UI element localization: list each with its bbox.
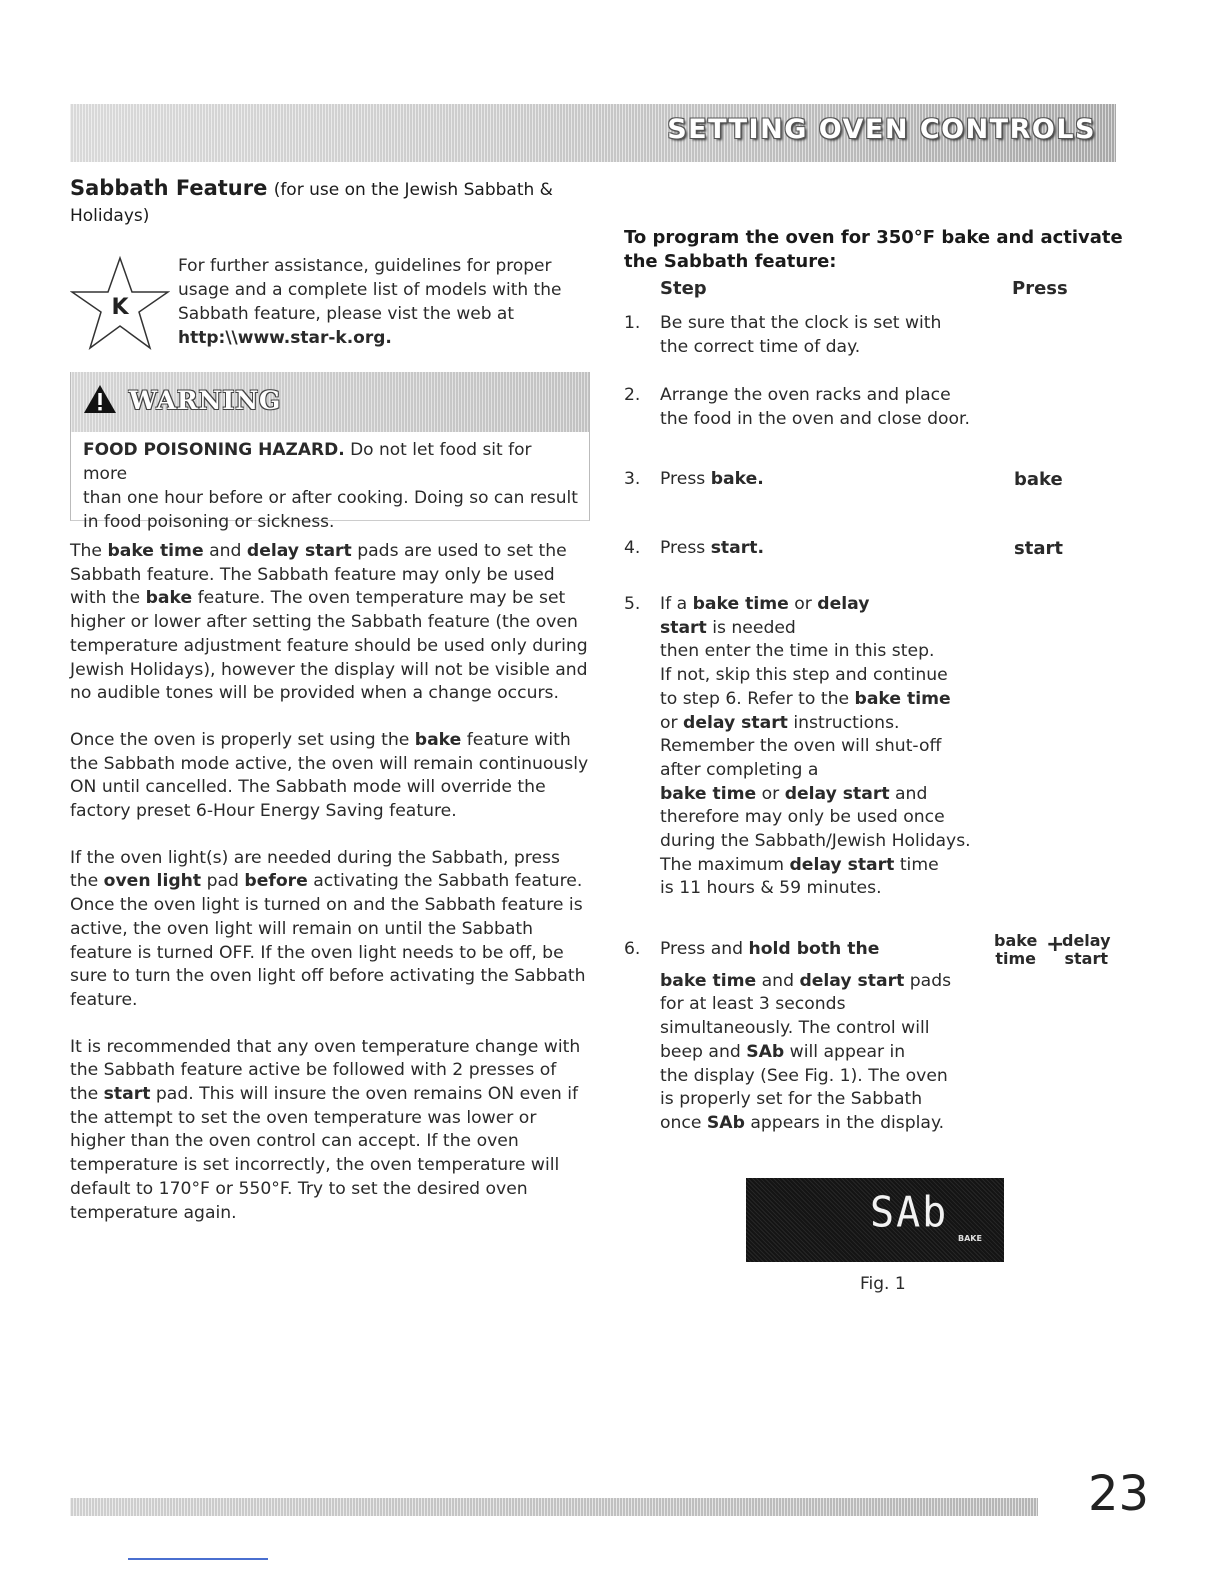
star-k-line: usage and a complete list of models with the bbox=[178, 280, 562, 300]
bold-term: bake bbox=[414, 729, 462, 750]
text-run: instructions. bbox=[787, 712, 900, 733]
text-run: the bbox=[70, 1084, 104, 1105]
step-text bbox=[660, 468, 980, 492]
text-run: or bbox=[660, 712, 684, 733]
delay-start-pad-label bbox=[1062, 932, 1111, 968]
warning-triangle-icon bbox=[83, 384, 117, 414]
bold-term: delay start bbox=[246, 541, 352, 561]
step-text bbox=[660, 938, 980, 1136]
text-run: after completing a bbox=[660, 759, 819, 780]
bold-term: bake time bbox=[854, 688, 951, 709]
bold-term: delay start bbox=[683, 712, 788, 733]
program-title: To program the oven for 350°F bake and activate the Sabbath feature: bbox=[624, 227, 1123, 272]
text-run: pad. This will insure the oven remains ON even if bbox=[150, 1084, 579, 1105]
text-run: the bbox=[70, 871, 104, 892]
text-run: The bbox=[70, 541, 108, 561]
text-run: factory preset 6-Hour Energy Saving feature. bbox=[70, 801, 457, 822]
text-run: the Sabbath mode active, the oven will remain continuously bbox=[70, 753, 589, 774]
text-run: Arrange the oven racks and place bbox=[660, 385, 951, 405]
column-headers bbox=[624, 278, 1124, 308]
star-k-block bbox=[70, 254, 590, 364]
bold-term: start bbox=[660, 617, 707, 638]
text-run: higher or lower after setting the Sabbath feature (the oven bbox=[70, 612, 578, 633]
text-run: once bbox=[660, 1112, 707, 1133]
text-run: no audible tones will be provided when a change occurs. bbox=[70, 683, 559, 704]
text-run: Once the oven light is turned on and the Sabbath feature is bbox=[70, 895, 583, 916]
text-run: Remember the oven will shut-off bbox=[660, 736, 942, 757]
text-run: feature with bbox=[461, 729, 571, 750]
bold-term: delay start bbox=[784, 783, 890, 804]
bold-term: start bbox=[103, 1084, 151, 1105]
warning-line: than one hour before or after cooking. Doing so can result bbox=[83, 488, 578, 508]
text-run: default to 170°F or 550°F. Try to set the desired oven bbox=[70, 1178, 528, 1199]
text-run: or bbox=[756, 783, 785, 804]
bold-term: SAb bbox=[706, 1112, 745, 1133]
text-run: pads are used to set the bbox=[351, 541, 567, 561]
header-band bbox=[70, 104, 1116, 162]
text-run: the correct time of day. bbox=[660, 336, 861, 357]
start-pad-label: start bbox=[1014, 538, 1063, 559]
warning-label: WARNING bbox=[129, 386, 282, 415]
step-number: 6. bbox=[624, 939, 641, 959]
warning-line: Do not let food sit for more bbox=[83, 440, 532, 484]
text-run: then enter the time in this step. bbox=[660, 641, 935, 662]
star-k-logo-icon bbox=[70, 254, 170, 354]
page-number: 23 bbox=[1088, 1466, 1150, 1522]
text-run: Be sure that the clock is set with bbox=[660, 313, 942, 333]
text-run: and bbox=[756, 970, 800, 991]
text-run: sure to turn the oven light off before activating the Sabbath bbox=[70, 966, 586, 987]
bold-term: bake time bbox=[660, 970, 757, 991]
body-paragraph bbox=[70, 540, 590, 706]
combo-word: bake bbox=[994, 931, 1038, 950]
footer-rule bbox=[128, 1558, 268, 1560]
text-run: the attempt to set the oven temperature was lower or bbox=[70, 1107, 537, 1128]
text-run: the food in the oven and close door. bbox=[660, 408, 970, 429]
bold-term: SAb bbox=[746, 1041, 785, 1062]
text-run: is properly set for the Sabbath bbox=[660, 1089, 923, 1110]
text-run: Once the oven is properly set using the bbox=[70, 729, 415, 750]
text-run: for at least 3 seconds bbox=[660, 994, 846, 1015]
bold-term: hold both the bbox=[748, 939, 880, 959]
bold-term: bake. bbox=[710, 469, 764, 489]
sabbath-section bbox=[70, 176, 590, 364]
text-run: active, the oven light will remain on until the Sabbath bbox=[70, 918, 534, 939]
warning-header bbox=[71, 372, 589, 432]
combo-word: time bbox=[995, 949, 1036, 968]
text-run: If not, skip this step and continue bbox=[660, 665, 948, 686]
text-run: and bbox=[203, 541, 247, 561]
text-run: activating the Sabbath feature. bbox=[307, 871, 583, 892]
star-k-line: For further assistance, guidelines for proper bbox=[178, 256, 552, 276]
sabbath-title-rest: (for use on the Jewish Sabbath & Holidays) bbox=[70, 180, 553, 226]
display-readout: SAb bbox=[870, 1188, 949, 1238]
text-run: feature. The oven temperature may be set bbox=[192, 588, 566, 609]
step-number: 4. bbox=[624, 538, 641, 558]
bold-term: start. bbox=[710, 538, 764, 558]
footer-band bbox=[70, 1498, 1038, 1516]
warning-box bbox=[70, 372, 590, 532]
text-run: temperature again. bbox=[70, 1202, 237, 1223]
text-run: time bbox=[894, 854, 939, 875]
figure-caption: Fig. 1 bbox=[860, 1274, 906, 1294]
text-run: pad bbox=[201, 871, 245, 892]
warning-body bbox=[71, 432, 589, 534]
text-run: temperature adjustment feature should be used only during bbox=[70, 635, 588, 656]
bold-term: delay start bbox=[799, 970, 905, 991]
step-text bbox=[660, 593, 980, 901]
star-k-text bbox=[178, 254, 588, 350]
bold-term: bake bbox=[145, 588, 193, 609]
text-run: Press bbox=[660, 538, 711, 558]
text-run: Jewish Holidays), however the display will not be visible and bbox=[70, 659, 588, 680]
plus-icon: + bbox=[1046, 932, 1065, 957]
step-text bbox=[660, 384, 1000, 431]
text-run: is 11 hours & 59 minutes. bbox=[660, 878, 882, 899]
text-run: to step 6. Refer to the bbox=[660, 688, 855, 709]
text-run: feature is turned OFF. If the oven light needs to be off, be bbox=[70, 942, 564, 963]
program-section bbox=[624, 226, 1124, 308]
bake-time-pad-label bbox=[994, 932, 1037, 968]
text-run: during the Sabbath/Jewish Holidays. bbox=[660, 831, 971, 852]
text-run: Sabbath feature. The Sabbath feature may only be used bbox=[70, 564, 555, 585]
press-column-header: Press bbox=[1012, 278, 1068, 299]
combo-word: delay bbox=[1062, 931, 1111, 950]
text-run: temperature is set incorrectly, the oven temperature will bbox=[70, 1155, 560, 1176]
text-run: feature. bbox=[70, 989, 138, 1010]
text-run: with the bbox=[70, 588, 146, 609]
text-run: beep and bbox=[660, 1041, 747, 1062]
text-run: ON until cancelled. The Sabbath mode will override the bbox=[70, 777, 546, 798]
bake-time-plus-delay-start bbox=[994, 930, 1114, 974]
bold-term: delay start bbox=[789, 854, 895, 875]
step-number: 5. bbox=[624, 594, 641, 614]
body-paragraph bbox=[70, 847, 590, 1013]
star-k-line: Sabbath feature, please vist the web at bbox=[178, 304, 514, 324]
page-section-title: SETTING OVEN CONTROLS bbox=[667, 114, 1096, 145]
step-number: 3. bbox=[624, 469, 641, 489]
combo-word: start bbox=[1064, 949, 1109, 968]
sabbath-title-bold: Sabbath Feature bbox=[70, 176, 268, 200]
text-run: is needed bbox=[706, 617, 796, 638]
bold-term: oven light bbox=[103, 871, 202, 892]
sabbath-body bbox=[70, 540, 590, 1248]
text-run: and bbox=[889, 783, 928, 804]
text-run: simultaneously. The control will bbox=[660, 1018, 930, 1039]
text-run: If a bbox=[660, 594, 693, 614]
oven-display bbox=[746, 1178, 1004, 1262]
step-column-header: Step bbox=[660, 278, 707, 299]
warning-hazard: FOOD POISONING HAZARD. bbox=[83, 440, 345, 460]
text-run: higher than the oven control can accept. If the oven bbox=[70, 1131, 519, 1152]
text-run: will appear in bbox=[784, 1041, 906, 1062]
step-number: 2. bbox=[624, 385, 641, 405]
bold-term: delay bbox=[817, 594, 870, 614]
text-run: therefore may only be used once bbox=[660, 807, 945, 828]
text-run: If the oven light(s) are needed during the Sabbath, press bbox=[70, 847, 560, 868]
bold-term: bake time bbox=[660, 783, 757, 804]
body-paragraph bbox=[70, 729, 590, 824]
star-k-url-link[interactable]: http:\\www.star-k.org. bbox=[178, 328, 392, 348]
text-run: pads bbox=[904, 970, 952, 991]
text-run: the Sabbath feature active be followed with 2 presses of bbox=[70, 1060, 557, 1081]
warning-line: in food poisoning or sickness. bbox=[83, 512, 335, 532]
body-paragraph bbox=[70, 1036, 590, 1226]
text-run: the display (See Fig. 1). The oven bbox=[660, 1065, 948, 1086]
step-number: 1. bbox=[624, 313, 641, 333]
star-k-letter: K bbox=[111, 295, 129, 320]
text-run: Press and bbox=[660, 939, 749, 959]
text-run: appears in the display. bbox=[744, 1112, 945, 1133]
text-run: The maximum bbox=[660, 854, 790, 875]
text-run: Press bbox=[660, 469, 711, 489]
bold-term: before bbox=[244, 871, 308, 892]
step-text bbox=[660, 537, 980, 561]
step-text bbox=[660, 312, 980, 359]
bold-term: bake time bbox=[107, 541, 204, 561]
sabbath-title bbox=[70, 176, 590, 228]
bake-pad-label: bake bbox=[1014, 469, 1063, 490]
text-run: or bbox=[788, 594, 818, 614]
text-run: It is recommended that any oven temperature change with bbox=[70, 1036, 581, 1057]
display-mode-label: BAKE bbox=[958, 1234, 982, 1243]
bold-term: bake time bbox=[692, 594, 789, 614]
